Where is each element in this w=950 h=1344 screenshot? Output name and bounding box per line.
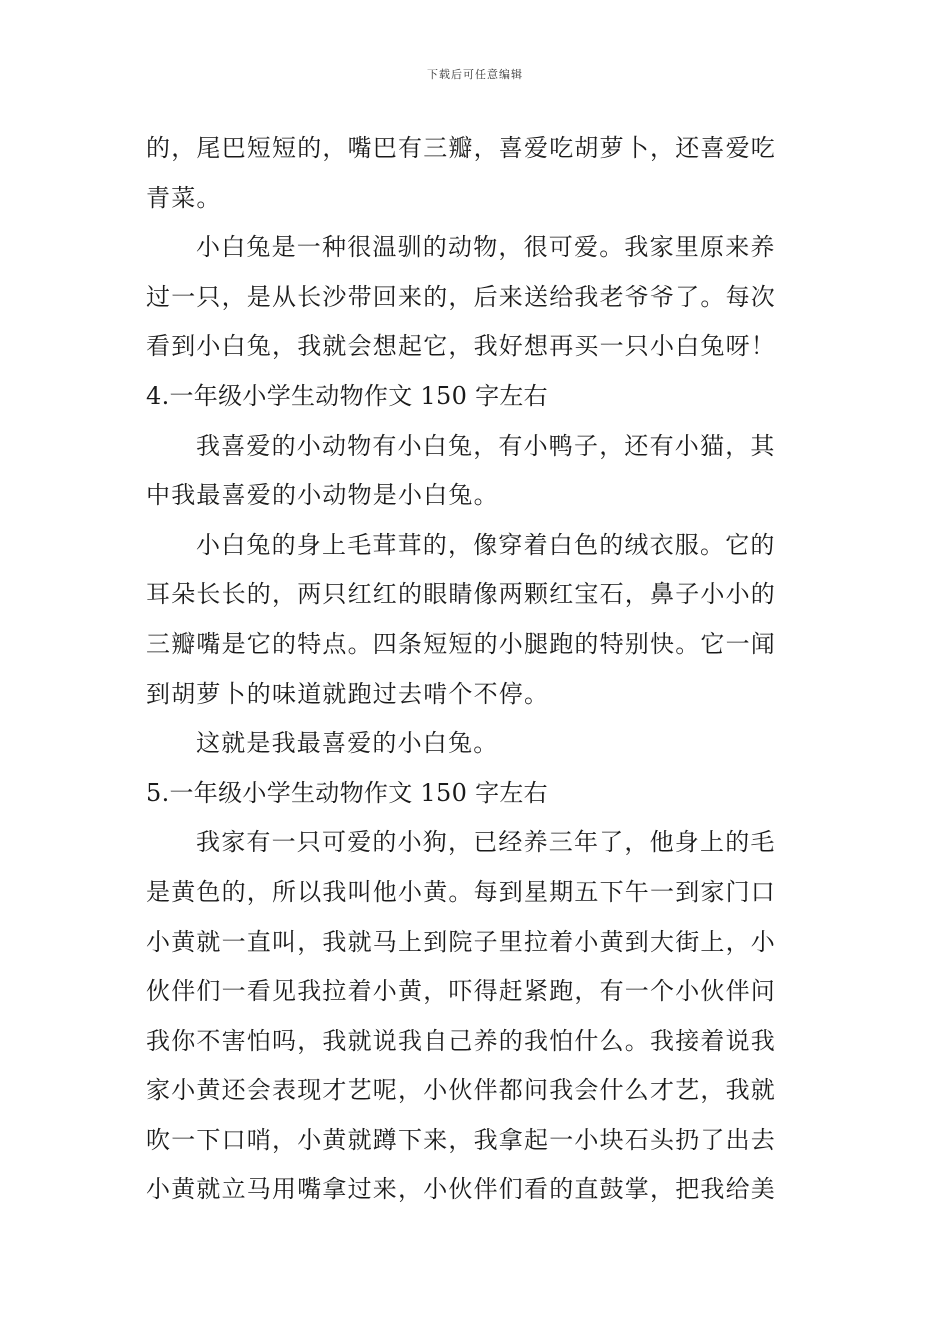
text-line: 的，尾巴短短的，嘴巴有三瓣，喜爱吃胡萝卜，还喜爱吃 [146,134,776,162]
text-line: 是黄色的，所以我叫他小黄。每到星期五下午一到家门口 [146,877,776,906]
section-heading: 4.一年级小学生动物作文 150 字左右 [146,381,548,410]
document-body [146,124,808,1215]
text-line: 小黄就立马用嘴拿过来，小伙伴们看的直鼓掌，把我给美 [146,1175,776,1204]
text-line: 伙伴们一看见我拉着小黄，吓得赶紧跑，有一个小伙伴问 [146,977,776,1006]
paragraph-start: 这就是我最喜爱的小白兔。 [196,729,499,758]
paragraph-start: 我喜爱的小动物有小白兔，有小鸭子，还有小猫，其 [196,431,776,460]
text-line: 三瓣嘴是它的特点。四条短短的小腿跑的特别快。它一闻 [146,629,776,658]
text-line: 耳朵长长的，两只红红的眼睛像两颗红宝石，鼻子小小的 [146,580,776,609]
text-line: 家小黄还会表现才艺呢，小伙伴都问我会什么才艺，我就 [146,1076,776,1105]
paragraph-start: 我家有一只可爱的小狗，已经养三年了，他身上的毛 [196,828,776,857]
text-line: 到胡萝卜的味道就跑过去啃个不停。 [146,679,550,708]
text-line: 中我最喜爱的小动物是小白兔。 [146,481,499,510]
page-header: 下载后可任意编辑 [427,68,523,81]
text-line: 小黄就一直叫，我就马上到院子里拉着小黄到大街上，小 [146,927,776,956]
section-heading: 5.一年级小学生动物作文 150 字左右 [146,778,548,807]
text-line: 吹一下口哨，小黄就蹲下来，我拿起一小块石头扔了出去 [146,1125,776,1154]
text-line: 我你不害怕吗，我就说我自己养的我怕什么。我接着说我 [146,1026,776,1055]
text-line: 过一只，是从长沙带回来的，后来送给我老爷爷了。每次 [146,282,776,311]
text-line: 青菜。 [146,183,222,212]
text-line: 看到小白兔，我就会想起它，我好想再买一只小白兔呀！ [146,332,776,361]
paragraph-start: 小白兔的身上毛茸茸的，像穿着白色的绒衣服。它的 [196,530,776,559]
paragraph-start: 小白兔是一种很温驯的动物，很可爱。我家里原来养 [196,233,776,262]
